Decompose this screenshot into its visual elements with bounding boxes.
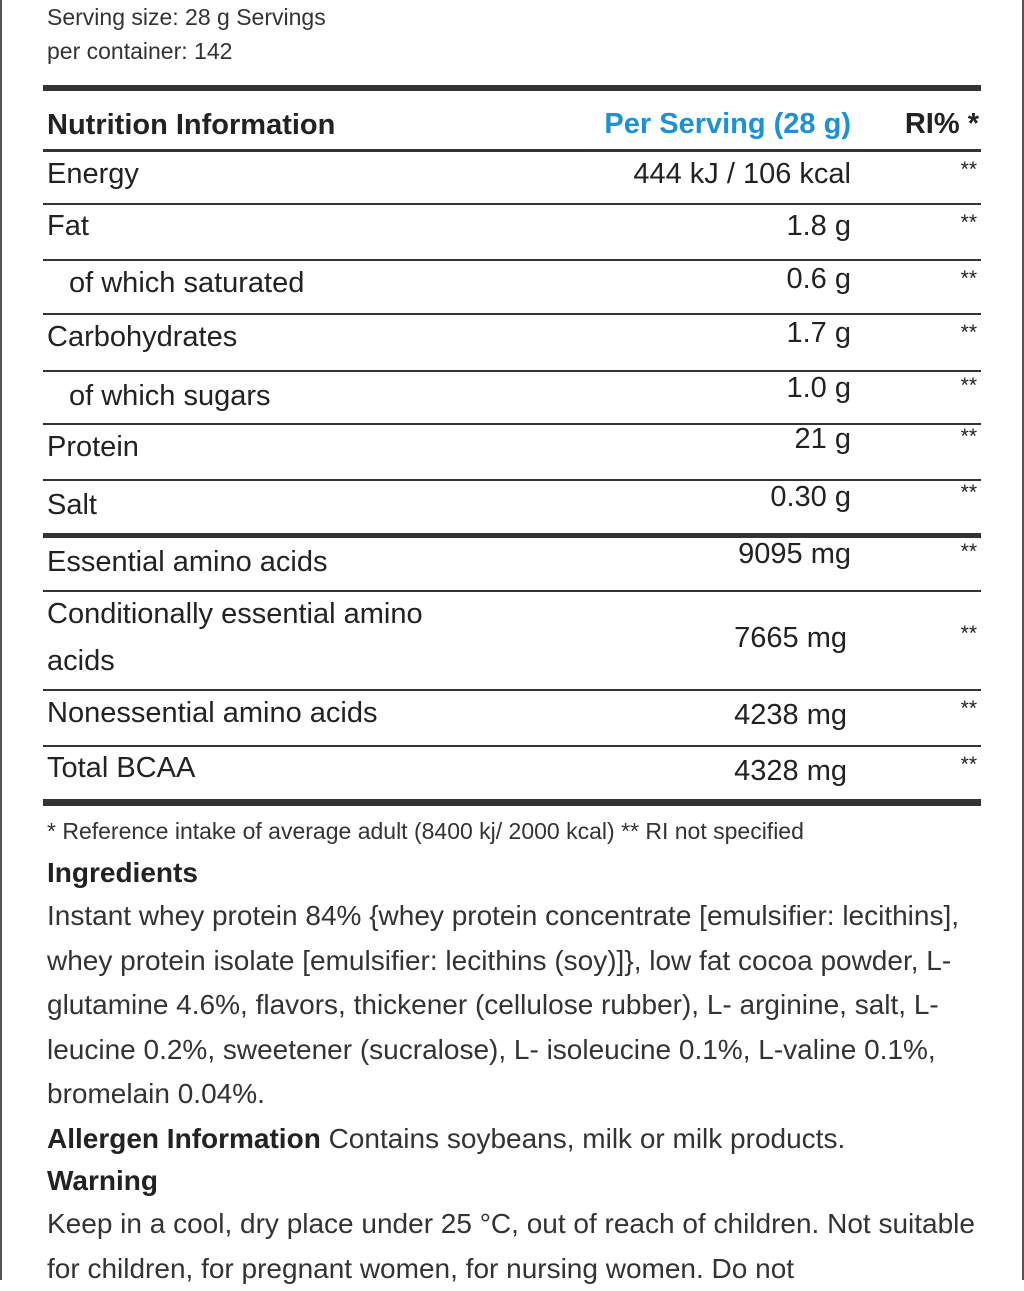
row-value: 1.0 g [786,372,851,404]
row-name: Fat [47,210,89,242]
row-ri: ** [960,481,977,504]
row-value: 4328 mg [734,755,847,787]
row-name: of which sugars [69,380,271,412]
row-value: 4238 mg [734,699,847,731]
row-ri: ** [960,158,977,181]
table-row-saturated [43,261,981,315]
row-name: Salt [47,489,97,521]
row-ri: ** [960,540,977,563]
page-border-left [0,0,2,1280]
table-row-nonessential [43,691,981,747]
table-row-sugars [43,372,981,425]
row-ri: ** [960,622,977,645]
row-ri: ** [960,211,977,234]
header-ri: RI% * [904,108,979,140]
reference-intake-footnote: * Reference intake of average adult (8400 kj/ 2000 kcal) ** RI not specified [47,818,804,844]
row-name: of which saturated [69,267,305,299]
allergen-section [47,1117,997,1162]
row-value: 7665 mg [734,622,847,654]
row-value: 444 kJ / 106 kcal [633,158,851,190]
warning-text: Keep in a cool, dry place under 25 °C, out of reach of children. Not suitable for children, for pregnant women, for nursing women. Do not [47,1208,975,1284]
row-name-line-2: acids [47,645,115,677]
serving-line-2: per container: 142 [47,38,233,64]
row-name: Protein [47,431,139,463]
allergen-text: Contains soybeans, milk or milk products. [328,1123,846,1154]
table-row-carbohydrates [43,315,981,372]
ingredients-title: Ingredients [47,857,198,888]
table-header-row [43,91,981,152]
row-name: Essential amino acids [47,546,328,578]
table-row-energy [43,152,981,205]
row-value: 0.30 g [770,481,851,513]
nutrition-table [43,85,981,806]
row-value: 1.8 g [786,210,851,242]
row-ri: ** [960,321,977,344]
row-name: Nonessential amino acids [47,697,378,729]
row-ri: ** [960,374,977,397]
row-name: Carbohydrates [47,321,238,353]
table-row-essential-amino-acids [43,538,981,592]
row-ri: ** [960,425,977,448]
row-value: 9095 mg [738,538,851,570]
row-value: 21 g [794,423,851,455]
table-row-total-bcaa [43,747,981,799]
serving-info [47,0,326,68]
row-value: 1.7 g [786,317,851,349]
row-name-line-1: Conditionally essential amino [47,598,423,630]
table-row-conditionally-essential [43,592,981,691]
row-ri: ** [960,753,977,776]
ingredients-section [47,852,997,1117]
row-ri: ** [960,267,977,290]
row-name: Energy [47,158,139,190]
header-per-serving: Per Serving (28 g) [604,108,851,140]
row-ri: ** [960,697,977,720]
allergen-title: Allergen Information [47,1123,321,1154]
row-value: 0.6 g [786,263,851,295]
ingredients-text: Instant whey protein 84% {whey protein concentrate [emulsifier: lecithins], whey protein isolate [emulsifier: lecithins (soy)]}, low fat cocoa powder, L-glutamine 4.6%, flavors, thickener (cellulose rubber), L- arginine, salt, L-leucine 0.2%, sweetener (sucralose), L- isoleucine 0.1%, L-valine 0.1%, bromelain 0.04%. [47,900,960,1109]
row-name: Total BCAA [47,752,196,784]
serving-line-1: Serving size: 28 g Servings [47,4,326,30]
warning-title: Warning [47,1165,158,1196]
table-row-fat [43,205,981,261]
table-bottom-rule [43,799,981,806]
table-row-salt [43,481,981,538]
warning-section [47,1160,997,1291]
table-row-protein [43,425,981,481]
header-nutrition-information: Nutrition Information [47,109,336,141]
